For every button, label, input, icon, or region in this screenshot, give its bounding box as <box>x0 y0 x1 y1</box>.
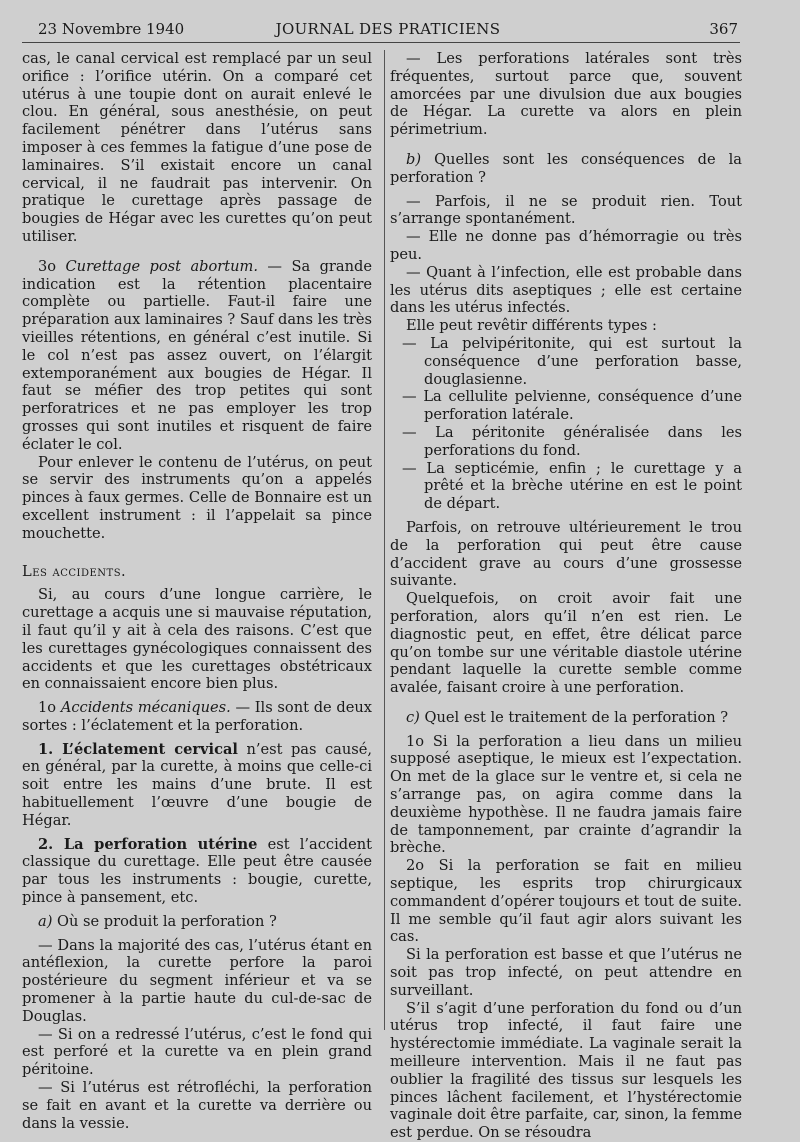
paragraph <box>22 699 372 735</box>
section-heading: Les accidents. <box>22 562 127 580</box>
section-title: Accidents mécaniques. <box>60 699 231 717</box>
paragraph-text: Où se produit la perforation ? <box>52 912 277 930</box>
item-label: b) <box>406 150 422 168</box>
bold-term: 2. La perforation utérine <box>38 835 258 853</box>
paragraph: Elle peut revêtir différents types : <box>406 317 657 335</box>
bold-term: 1. L’éclatement cervical <box>38 740 238 758</box>
paragraph-text: n’est pas causé, en général, par la curette, à moins que celle-ci soit entre les mains d’une brute. Il est habituellement l’œuvre d’une bougie de Hégar. <box>22 740 372 829</box>
paragraph <box>22 258 372 454</box>
paragraph: S’il s’agit d’une perforation du fond ou d’un utérus trop infecté, il faut faire une hystérectomie immédiate. La vaginale serait la meilleure intervention. Mais il ne faut pas oublier la fragilité des tissus sur lesquels les pinces lâchent facilement, et l’hystérectomie vaginale doit être parfaite, car, sinon, la femme est perdue. On se résoudra <box>390 999 742 1142</box>
item-label: a) <box>38 912 53 930</box>
paragraph: — Quant à l’infection, elle est probable dans les utérus dits aseptiques ; elle est certaine dans les utérus infectés. <box>390 263 742 317</box>
paragraph: — Parfois, il ne se produit rien. Tout s’arrange spontanément. <box>390 192 742 228</box>
paragraph <box>390 709 742 727</box>
list-item: — La pelvipéritonite, qui est surtout la conséquence d’une perforation basse, douglasienne. <box>402 334 742 388</box>
paragraph-text: Quelles sont les conséquences de la perforation ? <box>390 150 742 186</box>
left-column <box>22 50 372 1132</box>
paragraph-text: — Ils sont de deux sortes : l’éclatement et la perforation. <box>22 699 372 734</box>
journal-title: JOURNAL DES PRATICIENS <box>275 20 501 38</box>
paragraph <box>22 741 372 830</box>
section-number: 1o <box>38 699 57 717</box>
paragraph: — Les perforations latérales sont très fréquentes, surtout parce que, souvent amorcées par une divulsion due aux bougies de Hégar. La curette va alors en plein périmetrium. <box>390 50 742 139</box>
right-column <box>390 50 742 1142</box>
paragraph: cas, le canal cervical est remplacé par un seul orifice : l’orifice utérin. On a comparé cet utérus à une toupie dont on aurait enlevé le clou. En général, sous anesthésie, on peut facilement pénétrer dans l’utérus sans imposer à ces femmes la fatigue d’une pose de laminaires. S’il existait encore un canal cervical, il ne faudrait pas intervenir. On pratique le curettage après passage de bougies de Hégar avec les curettes qu’on peut utiliser. <box>22 50 372 245</box>
item-label: c) <box>406 708 420 726</box>
paragraph: Si, au cours d’une longue carrière, le curettage a acquis une si mauvaise réputation, il faut qu’il y ait à cela des raisons. C’est que les curettages gynécologiques connaissent des accidents et que les curettages obstétricaux en connaissaient encore bien plus. <box>22 586 372 693</box>
paragraph-text: est l’accident classique du curettage. Elle peut être causée par tous les instruments : bougie, curette, pince à pansement, etc. <box>22 835 372 907</box>
list-item: — La péritonite généralisée dans les perforations du fond. <box>402 423 742 459</box>
section-title: Curettage post abortum. <box>65 257 258 275</box>
paragraph: Si la perforation est basse et que l’utérus ne soit pas trop infecté, on peut attendre en surveillant. <box>390 946 742 999</box>
paragraph: Parfois, on retrouve ultérieurement le trou de la perforation qui peut être cause d’accident grave au cours d’une grossesse suivante. <box>390 518 742 590</box>
section-number: 3o <box>38 257 57 275</box>
paragraph: — Elle ne donne pas d’hémorragie ou très peu. <box>390 228 742 263</box>
paragraph: — Si on a redressé l’utérus, c’est le fond qui est perforé et la curette va en plein grand péritoine. <box>22 1025 372 1079</box>
paragraph-text: — Sa grande indication est la rétention placentaire complète ou partielle. Faut-il faire une préparation aux laminaires ? Sauf dans les très vieilles rétentions, en général c’est inutile. Si le col n’est pas assez ouvert, on l’élargit extemporanément aux bougies de Hégar. Il faut se méfier des trop petites qui sont perforatrices et ne pas employer les trop grosses qui sont inutiles et risquent de faire éclater le col. <box>22 257 372 453</box>
paragraph: 1o Si la perforation a lieu dans un milieu supposé aseptique, le mieux est l’expectation. On met de la glace sur le ventre et, si cela ne s’arrange pas, on agira comme dans la deuxième hypothèse. Il ne faudra jamais faire de tamponnement, par crainte d’agrandir la brèche. <box>390 732 742 857</box>
page-number: 367 <box>709 20 738 38</box>
paragraph <box>22 836 372 907</box>
list-item: — La septicémie, enfin ; le curettage y a prêté et la brèche utérine en est le point de départ. <box>402 459 742 513</box>
paragraph: Pour enlever le contenu de l’utérus, on peut se servir des instruments qu’on a appelés pinces à faux germes. Celle de Bonnaire est un excellent instrument : il l’appelait sa pince mouchette. <box>22 453 372 542</box>
list-item: — La cellulite pelvienne, conséquence d’une perforation latérale. <box>402 388 742 424</box>
header-rule <box>22 42 740 43</box>
paragraph: Quelquefois, on croit avoir fait une perforation, alors qu’il n’en est rien. Le diagnostic peut, en effet, être délicat parce qu’on tombe sur une véritable diastole utérine pendant laquelle la curette semble comme avalée, faisant croire à une perforation. <box>390 590 742 697</box>
paragraph <box>22 913 372 931</box>
paragraph: — Si l’utérus est rétrofléchi, la perforation se fait en avant et la curette va derrière ou dans la vessie. <box>22 1079 372 1132</box>
paragraph-text: Quel est le traitement de la perforation ? <box>419 708 729 726</box>
paragraph: — Dans la majorité des cas, l’utérus étant en antéflexion, la curette perfore la paroi postérieure du segment inférieur et va se promener à la partie haute du cul-de-sac de Douglas. <box>22 936 372 1025</box>
paragraph <box>390 151 742 187</box>
paragraph: 2o Si la perforation se fait en milieu septique, les esprits trop chirurgicaux commandent d’opérer toujours et tout de suite. Il me semble qu’il faut agir alors suivant les cas. <box>390 857 742 946</box>
page-header <box>38 20 738 42</box>
issue-date: 23 Novembre 1940 <box>38 20 185 38</box>
column-divider <box>384 50 385 1030</box>
